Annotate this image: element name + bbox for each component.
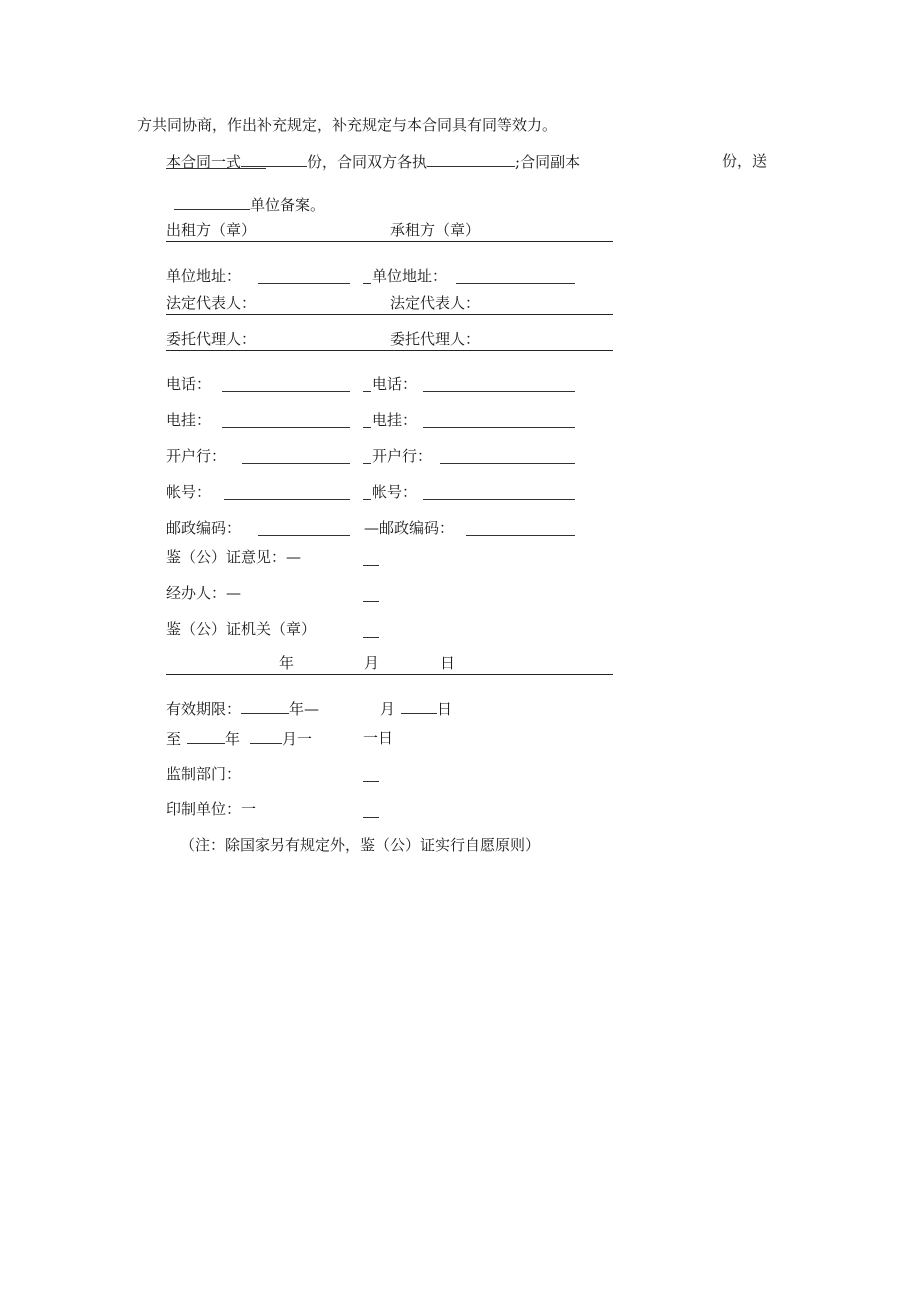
date-day: 日 bbox=[440, 654, 456, 672]
lessee-bank-label: 开户行： bbox=[372, 447, 433, 465]
lessee-seal-label: 承租方（章） bbox=[390, 221, 481, 239]
validity-to: 至 bbox=[166, 730, 182, 748]
validity-month: 月 bbox=[380, 700, 396, 718]
note: （注：除国家另有规定外，鉴（公）证实行自愿原则） bbox=[180, 836, 541, 854]
address-separator bbox=[363, 283, 371, 284]
lessor-phone-field[interactable] bbox=[222, 391, 350, 392]
notary-office-field[interactable] bbox=[363, 637, 379, 638]
lessor-account-label: 帐号： bbox=[166, 483, 212, 501]
lessee-address-field[interactable] bbox=[456, 283, 575, 284]
filing-text: 单位备案。 bbox=[250, 196, 326, 214]
copies-count-blank[interactable] bbox=[241, 152, 307, 167]
lessor-agent-label: 委托代理人： bbox=[166, 330, 257, 348]
lessee-phone-field[interactable] bbox=[423, 391, 575, 392]
validity-year: 年— bbox=[289, 700, 320, 718]
copies-text-4: 份，送 bbox=[722, 152, 768, 170]
handler-field[interactable] bbox=[363, 601, 379, 602]
date-month: 月 bbox=[364, 654, 380, 672]
copies-text-1: 本合同一式 bbox=[166, 153, 242, 171]
validity-to-year: 年 bbox=[225, 730, 241, 748]
printer-label: 印制单位：一 bbox=[166, 800, 257, 818]
lessee-postcode-field[interactable] bbox=[466, 535, 575, 536]
lessor-phone-label: 电话： bbox=[166, 375, 212, 393]
lessor-bank-field[interactable] bbox=[242, 463, 350, 464]
telegraph-separator bbox=[363, 427, 371, 428]
lessee-agent-label: 委托代理人： bbox=[390, 330, 481, 348]
lessee-account-field[interactable] bbox=[423, 499, 575, 500]
lessee-account-label: 帐号： bbox=[372, 483, 418, 501]
lessor-telegraph-field[interactable] bbox=[222, 427, 350, 428]
seal-rule bbox=[166, 241, 613, 242]
supervisor-field[interactable] bbox=[363, 781, 379, 782]
lessee-phone-label: 电话： bbox=[372, 375, 418, 393]
legal-rep-rule bbox=[166, 314, 613, 315]
validity-to-year-field[interactable] bbox=[187, 729, 225, 744]
validity-to-month: 月一 bbox=[282, 730, 313, 748]
lessor-seal-label: 出租方（章） bbox=[166, 221, 257, 239]
filing-line bbox=[174, 195, 325, 214]
lessee-telegraph-label: 电挂： bbox=[372, 411, 418, 429]
lessee-telegraph-field[interactable] bbox=[423, 427, 575, 428]
copies-text-2: 份，合同双方各执 bbox=[307, 153, 428, 171]
agent-rule bbox=[166, 350, 613, 351]
printer-field[interactable] bbox=[363, 817, 379, 818]
lessee-address-label: 单位地址： bbox=[372, 267, 448, 285]
validity-month-line bbox=[380, 699, 452, 718]
filing-unit-blank[interactable] bbox=[174, 195, 250, 210]
validity-line bbox=[166, 699, 319, 718]
copies-underline bbox=[166, 168, 266, 169]
lessor-address-label: 单位地址： bbox=[166, 267, 242, 285]
each-party-blank[interactable] bbox=[427, 152, 515, 167]
paragraph-effect: 方共同协商，作出补充规定，补充规定与本合同具有同等效力。 bbox=[137, 116, 558, 134]
validity-label: 有效期限： bbox=[166, 700, 242, 718]
lessor-address-field[interactable] bbox=[258, 283, 350, 284]
validity-to-month-field[interactable] bbox=[250, 729, 282, 744]
lessor-legal-rep-label: 法定代表人： bbox=[166, 294, 257, 312]
lessor-bank-label: 开户行： bbox=[166, 447, 227, 465]
bank-separator bbox=[363, 463, 371, 464]
phone-separator bbox=[363, 391, 371, 392]
lessor-postcode-field[interactable] bbox=[258, 535, 350, 536]
lessor-account-field[interactable] bbox=[224, 499, 350, 500]
validity-year-field[interactable] bbox=[241, 699, 289, 714]
lessee-postcode-label: —邮政编码： bbox=[364, 519, 455, 537]
lessor-postcode-label: 邮政编码： bbox=[166, 519, 242, 537]
supervisor-label: 监制部门： bbox=[166, 765, 242, 783]
date-rule bbox=[166, 674, 613, 675]
notary-opinion-field[interactable] bbox=[363, 565, 379, 566]
lessee-legal-rep-label: 法定代表人： bbox=[390, 294, 481, 312]
handler-label: 经办人：— bbox=[166, 584, 242, 602]
validity-to-line bbox=[166, 729, 312, 748]
validity-day: 日 bbox=[437, 700, 453, 718]
lessee-bank-field[interactable] bbox=[440, 463, 575, 464]
notary-office-label: 鉴（公）证机关（章） bbox=[166, 620, 317, 638]
notary-opinion-label: 鉴（公）证意见：— bbox=[166, 548, 302, 566]
validity-day-field[interactable] bbox=[401, 699, 437, 714]
lessor-telegraph-label: 电挂： bbox=[166, 411, 212, 429]
validity-to-day: 一日 bbox=[363, 729, 394, 747]
copies-text-3: ;合同副本 bbox=[515, 153, 581, 171]
date-year: 年 bbox=[279, 654, 295, 672]
account-separator bbox=[363, 499, 371, 500]
